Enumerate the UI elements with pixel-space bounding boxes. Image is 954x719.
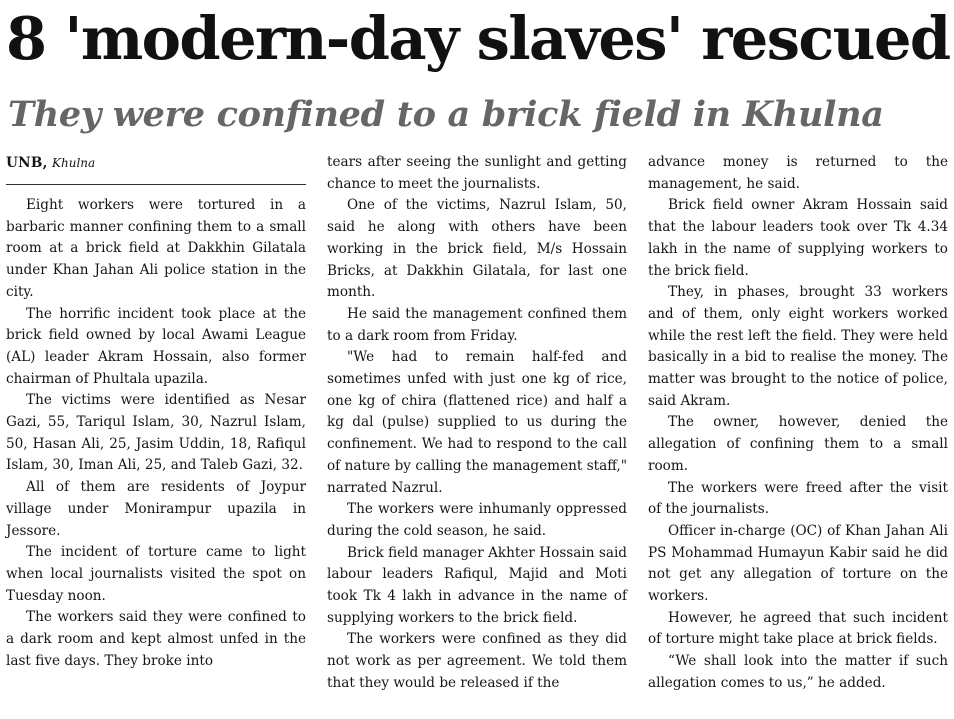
article-paragraph: The incident of torture came to light when local journalists visited the spot on Tuesday noon. [6,544,306,604]
byline [6,152,306,185]
byline-agency: UNB, [6,155,48,171]
byline-place: Khulna [52,156,96,170]
article-paragraph: One of the victims, Nazrul Islam, 50, said he along with others have been working in the brick field, M/s Hossain Bricks, at Dakkhin Gilatala, for last one month. [327,197,627,301]
article-paragraph: The workers were confined as they did not work as per agreement. We told them that they would be released if the [327,631,627,691]
headline: 8 'modern-day slaves' rescued [6,4,950,73]
article-paragraph: "We had to remain half-fed and sometimes unfed with just one kg of rice, one kg of chira (flattened rice) and half a kg dal (pulse) supplied to us during the confinement. We had to respond to the call of nature by calling the management staff," narrated Nazrul. [327,349,627,496]
article-paragraph: He said the management confined them to a dark room from Friday. [327,305,627,344]
article-paragraph: Eight workers were tortured in a barbaric manner confining them to a small room at a brick field at Dakkhin Gilatala under Khan Jahan Ali police station in the city. [6,197,306,300]
article-paragraph: Brick field owner Akram Hossain said that the labour leaders took over Tk 4.34 lakh in the name of supplying workers to the brick field. [648,197,948,279]
article-paragraph: tears after seeing the sunlight and getting chance to meet the journalists. [327,154,627,192]
article-paragraph: The workers said they were confined to a dark room and kept almost unfed in the last five days. They broke into [6,609,306,669]
article-paragraph: Brick field manager Akhter Hossain said labour leaders Rafiqul, Majid and Moti took Tk 4 lakh in advance in the name of supplying workers to the brick field. [327,544,627,626]
article-paragraph: All of them are residents of Joypur village under Monirampur upazila in Jessore. [6,479,306,539]
article-paragraph: The victims were identified as Nesar Gazi, 55, Tariqul Islam, 30, Nazrul Islam, 50, Hasan Ali, 25, Jasim Uddin, 18, Rafiqul Islam, 30, Iman Ali, 25, and Taleb Gazi, 32. [6,392,306,474]
article-paragraph: The workers were freed after the visit of the journalists. [648,479,948,518]
article-paragraph: However, he agreed that such incident of torture might take place at brick fields. [648,609,948,648]
article-paragraph: “We shall look into the matter if such allegation comes to us,” he added. [648,653,948,691]
article-paragraph: The workers were inhumanly oppressed during the cold season, he said. [327,501,627,539]
article-paragraph: advance money is returned to the management, he said. [648,154,948,192]
article-paragraph: The owner, however, denied the allegation of confining them to a small room. [648,414,948,474]
subheadline: They were confined to a brick field in Khulna [8,94,884,135]
article-column-3 [648,152,948,695]
article-column-2 [327,152,627,695]
article-paragraph: They, in phases, brought 33 workers and of them, only eight workers worked while the rest left the field. They were held basically in a bid to realise the money. The matter was brought to the notice of police, said Akram. [648,284,948,409]
article-paragraph: The horrific incident took place at the brick field owned by local Awami League (AL) leader Akram Hossain, also former chairman of Phultala upazila. [6,305,306,387]
article-column-1 [6,152,306,672]
article-paragraph: Officer in-charge (OC) of Khan Jahan Ali PS Mohammad Humayun Kabir said he did not get any allegation of torture on the workers. [648,522,948,605]
